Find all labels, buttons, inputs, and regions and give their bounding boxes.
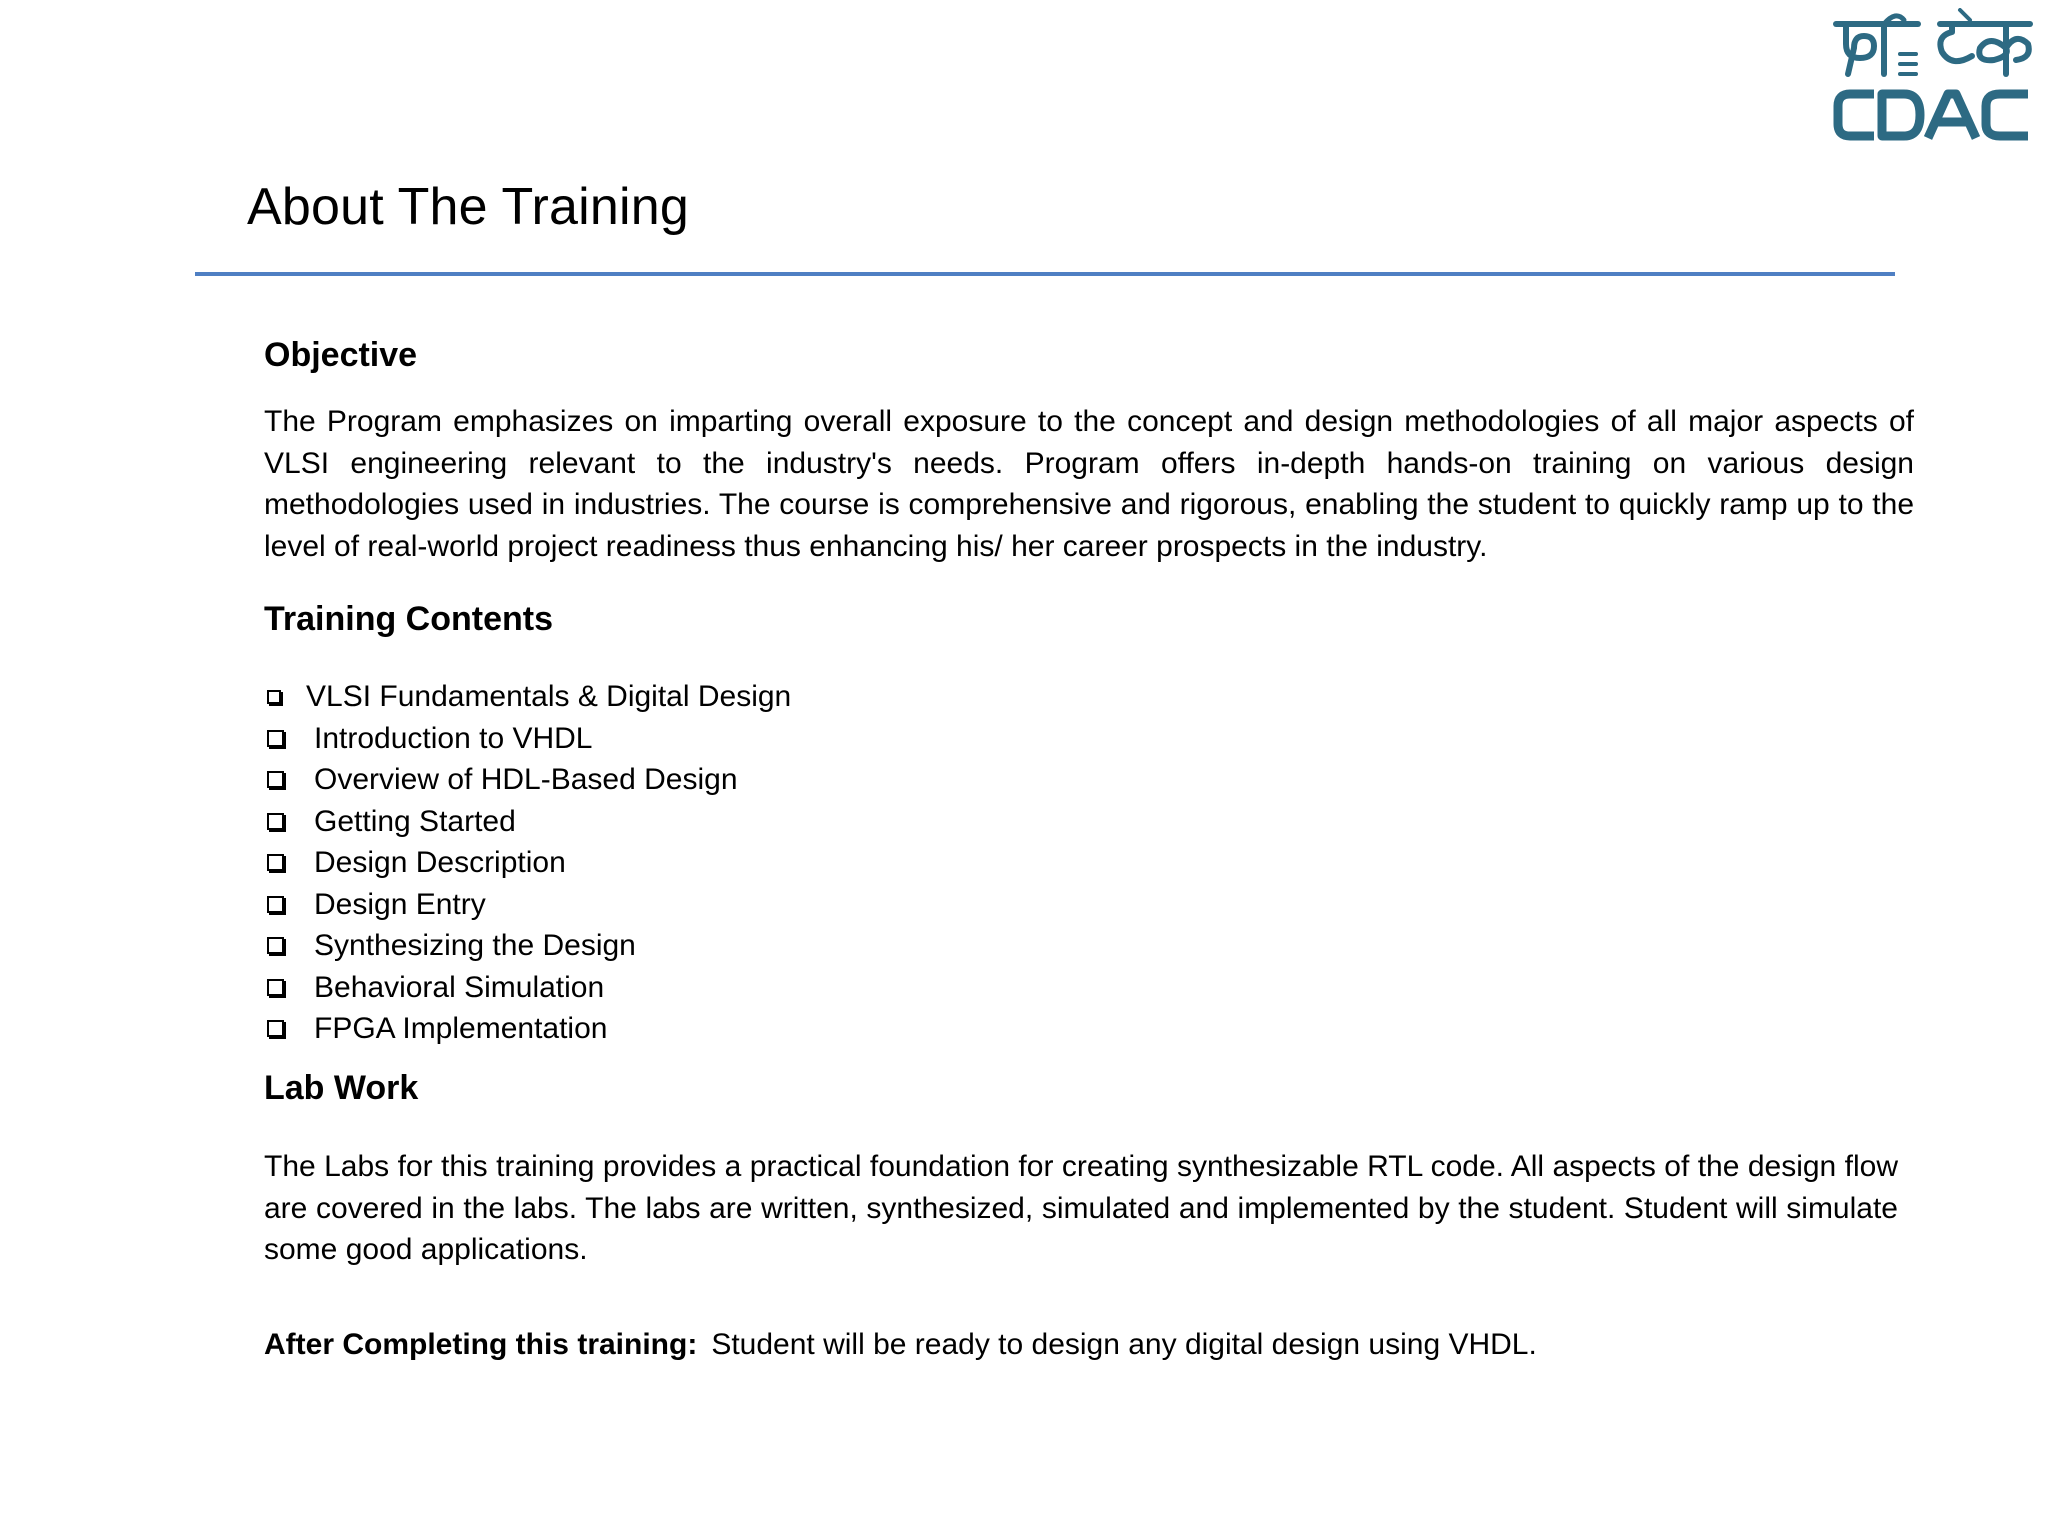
list-item xyxy=(264,842,791,884)
list-item xyxy=(264,967,791,1009)
hollow-square-bullet-icon xyxy=(267,813,284,830)
list-item-label: Synthesizing the Design xyxy=(314,929,636,962)
hollow-square-bullet-icon xyxy=(267,937,284,954)
list-item xyxy=(264,718,791,760)
objective-heading: Objective xyxy=(264,336,418,374)
list-item-label: Overview of HDL-Based Design xyxy=(314,763,738,796)
list-item xyxy=(264,925,791,967)
hollow-square-bullet-icon xyxy=(267,854,284,871)
list-item xyxy=(264,759,791,801)
list-item xyxy=(264,884,791,926)
list-item-label: Getting Started xyxy=(314,804,516,838)
objective-paragraph: The Program emphasizes on imparting overall exposure to the concept and design methodologies of all major aspects of VLSI engineering relevant to the industry's needs. Program offers in-depth hands-on training on various design methodologies used in industries. The course is comprehensive and rigorous, enabling the student to quickly ramp up to the level of real-world project readiness thus enhancing his/ her career prospects in the industry. xyxy=(264,405,1914,563)
list-item-label: Design Description xyxy=(314,846,566,879)
training-contents-heading: Training Contents xyxy=(264,600,553,638)
list-item-label: VLSI Fundamentals & Digital Design xyxy=(306,680,792,713)
hollow-square-bullet-icon xyxy=(267,690,281,704)
hollow-square-bullet-icon xyxy=(267,1020,284,1037)
hollow-square-bullet-icon xyxy=(267,896,284,913)
list-item-label: Introduction to VHDL xyxy=(314,721,593,755)
hollow-square-bullet-icon xyxy=(267,771,284,788)
hollow-square-bullet-icon xyxy=(267,979,284,996)
after-completing-text: Student will be ready to design any digital design using VHDL. xyxy=(711,1328,1537,1361)
lab-work-heading: Lab Work xyxy=(264,1069,419,1107)
training-contents-list xyxy=(264,676,791,1050)
page-title: About The Training xyxy=(247,178,690,236)
list-item xyxy=(264,676,791,718)
lab-work-paragraph: The Labs for this training provides a practical foundation for creating synthesizable RTL code. All aspects of the design flow are covered in the labs. The labs are written, synthesized, simulated and implemented by the student. Student will simulate some good applications. xyxy=(264,1150,1898,1266)
title-divider xyxy=(195,272,1895,276)
list-item xyxy=(264,1008,791,1050)
list-item-label: Design Entry xyxy=(314,887,486,921)
after-completing-line xyxy=(264,1324,1537,1366)
list-item xyxy=(264,801,791,843)
list-item-label: Behavioral Simulation xyxy=(314,970,605,1004)
list-item-label: FPGA Implementation xyxy=(314,1012,608,1045)
hollow-square-bullet-icon xyxy=(267,730,284,747)
after-completing-label: After Completing this training: xyxy=(264,1328,698,1361)
cdac-logo xyxy=(1830,8,2034,148)
